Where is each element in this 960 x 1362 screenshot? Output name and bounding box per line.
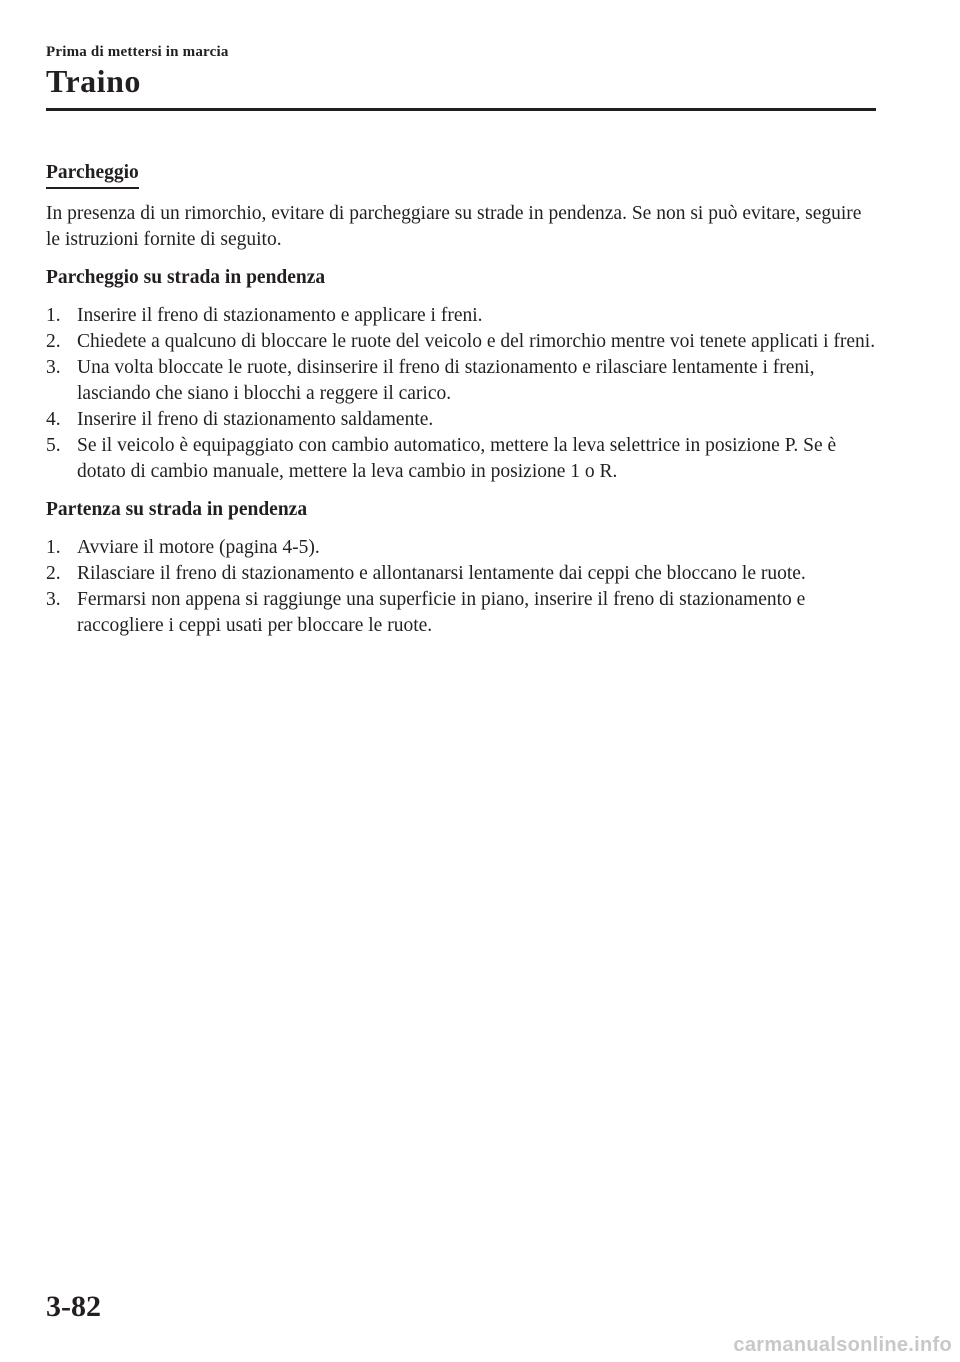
intro-paragraph: In presenza di un rimorchio, evitare di parcheggiare su strade in pendenza. Se non si può evitare, seguire le istruzioni fornite di seguito. xyxy=(46,203,862,250)
slope-parking-heading: Parcheggio su strada in pendenza xyxy=(46,267,326,288)
list-item xyxy=(46,561,876,587)
step-number: 5. xyxy=(46,435,61,456)
slope-parking-steps xyxy=(46,303,876,485)
title-divider xyxy=(46,108,876,111)
parking-heading: Parcheggio xyxy=(46,160,139,189)
section-label: Prima di mettersi in marcia xyxy=(46,44,229,60)
step-text: Inserire il freno di stazionamento e applicare i freni. xyxy=(77,305,483,326)
main-content xyxy=(46,160,876,651)
page-header xyxy=(46,44,876,100)
step-number: 2. xyxy=(46,331,61,352)
step-number: 3. xyxy=(46,589,61,610)
step-number: 1. xyxy=(46,537,61,558)
step-text: Avviare il motore (pagina 4-5). xyxy=(77,537,320,558)
step-text: Se il veicolo è equipaggiato con cambio automatico, mettere la leva selettrice in posizione P. Se è dotato di cambio manuale, mettere la leva cambio in posizione 1 o R. xyxy=(77,435,837,482)
step-number: 3. xyxy=(46,357,61,378)
list-item xyxy=(46,535,876,561)
step-number: 2. xyxy=(46,563,61,584)
list-item xyxy=(46,303,876,329)
slope-start-heading: Partenza su strada in pendenza xyxy=(46,499,308,520)
page-number: 3-82 xyxy=(46,1290,101,1323)
list-item xyxy=(46,329,876,355)
page-title: Traino xyxy=(46,63,141,99)
list-item xyxy=(46,355,876,407)
step-text: Una volta bloccate le ruote, disinserire il freno di stazionamento e rilasciare lentamente i freni, lasciando che siano i blocchi a reggere il carico. xyxy=(77,357,815,404)
step-number: 1. xyxy=(46,305,61,326)
watermark: carmanualsonline.info xyxy=(733,1334,952,1356)
step-text: Fermarsi non appena si raggiunge una superficie in piano, inserire il freno di stazionamento e raccogliere i ceppi usati per bloccare le ruote. xyxy=(77,589,806,636)
list-item xyxy=(46,433,876,485)
step-text: Rilasciare il freno di stazionamento e allontanarsi lentamente dai ceppi che bloccano le ruote. xyxy=(77,563,806,584)
list-item xyxy=(46,407,876,433)
step-text: Inserire il freno di stazionamento saldamente. xyxy=(77,409,434,430)
slope-start-steps xyxy=(46,535,876,639)
step-text: Chiedete a qualcuno di bloccare le ruote del veicolo e del rimorchio mentre voi tenete applicati i freni. xyxy=(77,331,876,352)
step-number: 4. xyxy=(46,409,61,430)
list-item xyxy=(46,587,876,639)
